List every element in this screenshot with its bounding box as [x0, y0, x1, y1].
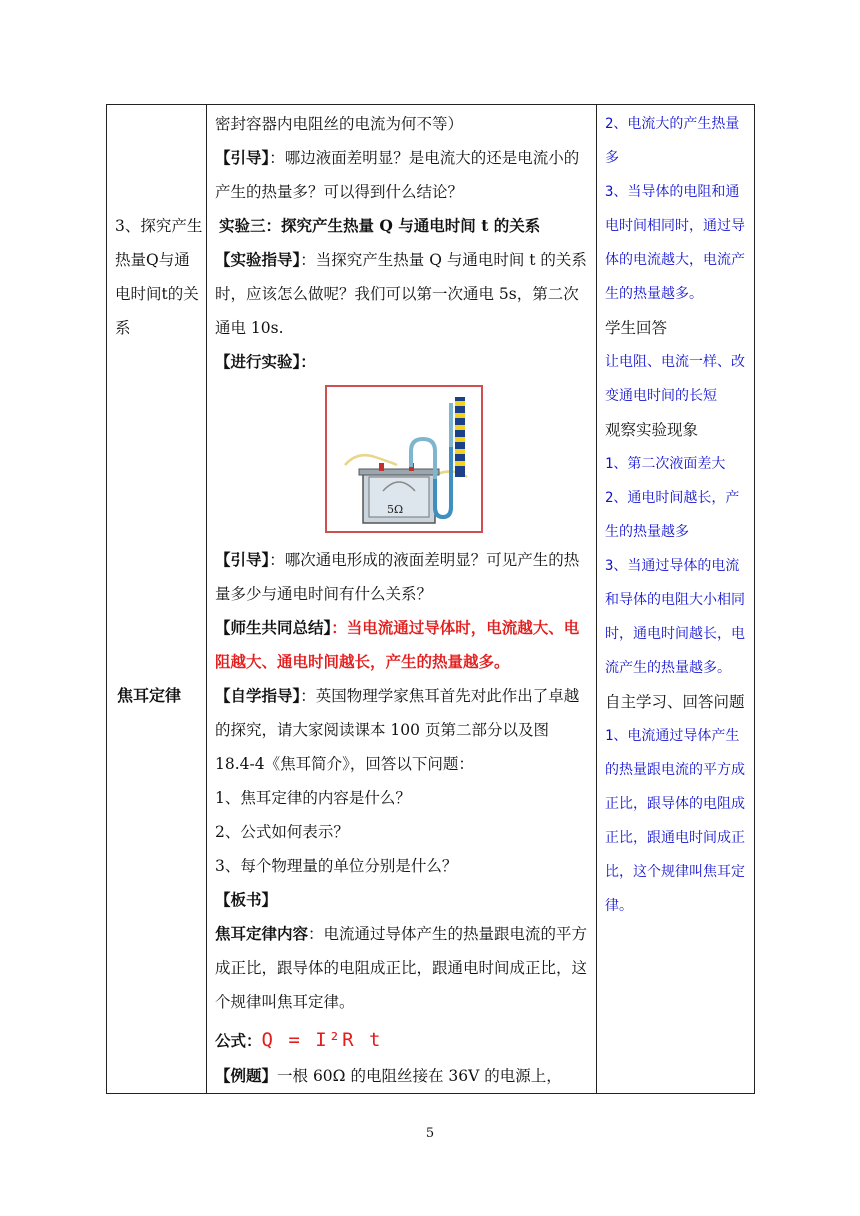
lesson-table: [106, 104, 755, 1094]
summary-text: ：当电流通过导体时，电流越大、电阻越大、通电时间越长，产生的热量越多。: [215, 618, 580, 671]
formula-label: 公式：: [215, 1031, 262, 1050]
page-number: 5: [425, 1126, 435, 1141]
example-text: 一根 60Ω 的电阻丝接在 36V 的电源上，: [277, 1067, 562, 1085]
guide-text-2: ：哪次通电形成的液面差明显？可见产生的热量多少与通电时间有什么关系？: [215, 551, 580, 603]
topic-time-relation: 3、探究产生热量Q与通电时间t的关系: [115, 217, 203, 337]
experiment-guide-text: ：当探究产生热量 Q 与通电时间 t 的关系时，应该怎么做呢？我们可以第一次通电 5s，第二次通电 10s.: [215, 251, 587, 337]
resistor-label: 5Ω: [387, 503, 404, 516]
experiment-guide-label: 【实验指导】: [215, 250, 301, 269]
answer-line: 2、通电时间越长，产生的热量越多: [605, 490, 740, 540]
student-action: 学生回答: [605, 319, 668, 337]
text-line: 密封容器内电阻丝的电流为何不等）: [215, 115, 464, 133]
formula-paragraph: [215, 1023, 590, 1059]
conduct-experiment-label: 【进行实验】：: [215, 352, 316, 371]
guide-paragraph: [215, 141, 590, 209]
answer-line: 3、当通过导体的电流和导体的电阻大小相同时，通电时间越长，电流产生的热量越多。: [605, 558, 745, 676]
guide-label: 【引导】: [215, 148, 270, 167]
question-2: 2、公式如何表示？: [215, 823, 349, 841]
example-paragraph: [215, 1059, 590, 1093]
answer-line: 1、第二次液面差大: [605, 456, 726, 472]
summary-paragraph: [215, 611, 590, 679]
question-3: 3、每个物理量的单位分别是什么？: [215, 857, 458, 875]
experiment-three-heading: 实验三：探究产生热量 Q 与通电时间 t 的关系: [219, 216, 541, 235]
board-label: 【板书】: [215, 890, 278, 909]
topic-joule-law: 焦耳定律: [117, 686, 182, 705]
self-study-paragraph: [215, 679, 590, 781]
answer-line: 1、电流通过导体产生的热量跟电流的平方成正比，跟导体的电阻成正比，跟通电时间成正比，这个规律叫焦耳定律。: [605, 728, 745, 914]
answer-line: 让电阻、电流一样、改变通电时间的长短: [605, 354, 745, 404]
topic-column: [107, 105, 207, 1094]
law-content-paragraph: [215, 917, 590, 1019]
experiment-figure: [325, 385, 483, 533]
guide-paragraph-2: [215, 543, 590, 611]
example-label: 【例题】: [215, 1066, 278, 1085]
figure-wrap: [215, 385, 590, 537]
student-action: 自主学习、回答问题: [605, 693, 745, 711]
law-content-label: 焦耳定律内容: [215, 924, 309, 943]
answer-line: 3、当导体的电阻和通电时间相同时，通过导体的电流越大，电流产生的热量越多。: [605, 184, 745, 302]
answer-line: 2、电流大的产生热量多: [605, 116, 740, 166]
law-content-text: ：电流通过导体产生的热量跟电流的平方成正比，跟导体的电阻成正比，跟通电时间成正比，这个规律叫焦耳定律。: [215, 925, 588, 1011]
question-1: 1、焦耳定律的内容是什么？: [215, 789, 411, 807]
experiment-guide-paragraph: [215, 243, 590, 345]
teacher-activity-column: [207, 105, 597, 1094]
guide-label-2: 【引导】: [215, 550, 270, 569]
self-study-label: 【自学指导】: [215, 686, 301, 705]
student-activity-column: [597, 105, 755, 1094]
joule-formula: Q = I²R t: [261, 1029, 383, 1051]
apparatus-illustration: [327, 387, 481, 531]
student-action: 观察实验现象: [605, 421, 699, 439]
self-study-text: ：英国物理学家焦耳首先对此作出了卓越的探究，请大家阅读课本 100 页第二部分以及图 18.4-4《焦耳简介》，回答以下问题：: [215, 687, 580, 773]
guide-text: ：哪边液面差明显？是电流大的还是电流小的产生的热量多？可以得到什么结论？: [215, 149, 580, 201]
summary-label: 【师生共同总结】: [215, 618, 332, 637]
